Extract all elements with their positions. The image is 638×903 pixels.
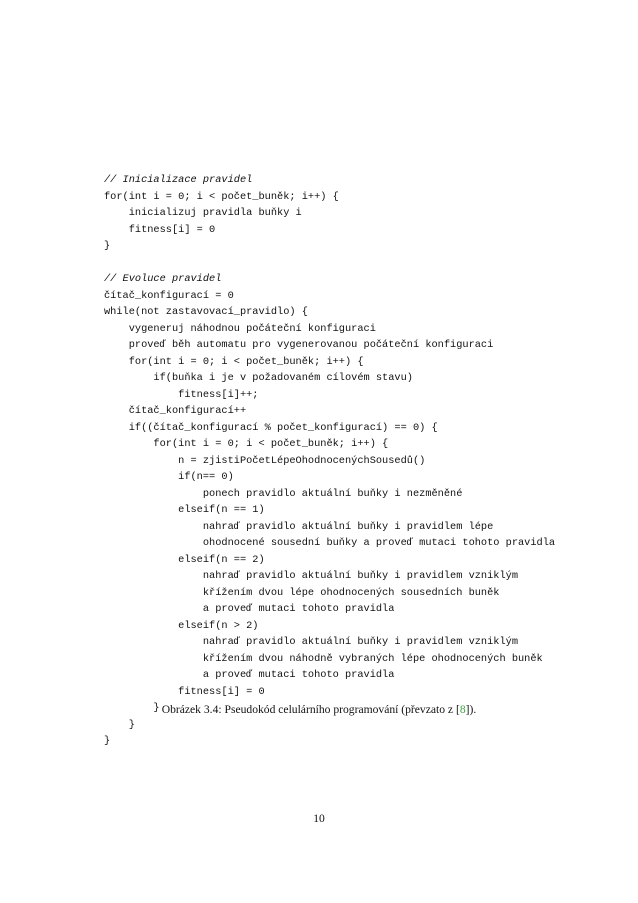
code-line: } [104,240,111,252]
code-comment-line: // Inicializace pravidel [104,174,253,186]
code-line: ohodnocené sousední buňky a proveď mutaci tohoto pravidla [104,537,556,549]
figure-caption [0,703,638,716]
code-line: křížením dvou lépe ohodnocených sousedních buněk [104,586,500,599]
code-line: fitness[i]++; [104,388,259,401]
code-line: čítač_konfigurací = 0 [104,289,234,302]
caption-text-end: ]). [465,703,477,716]
code-line: elseif(n == 1) [104,504,265,516]
code-line: } [104,735,111,747]
code-comment-line: // Evoluce pravidel [104,273,222,285]
code-line: n = zjistiPočetLépeOhodnocenýchSousedů() [104,454,426,467]
code-line: elseif(n == 2) [104,553,265,566]
code-line: for(int i = 0; i < počet_buněk; i++) { [104,190,339,203]
code-line: inicializuj pravidla buňky i [104,207,302,219]
pseudocode-block [104,172,604,750]
code-line: } [104,718,135,731]
page-number: 10 [313,812,325,825]
code-line: if(buňka i je v požadovaném cílovém stavu) [104,372,413,384]
code-line: for(int i = 0; i < počet_buněk; i++) { [104,355,364,368]
code-line: if((čítač_konfigurací % počet_konfigurací) == 0) { [104,421,438,434]
citation-link[interactable]: 8 [459,703,466,716]
code-line: for(int i = 0; i < počet_buněk; i++) { [104,438,389,450]
code-line: nahraď pravidlo aktuální buňky i pravidlem vzniklým [104,636,519,648]
code-line: a proveď mutaci tohoto pravidla [104,603,395,615]
code-line: elseif(n > 2) [104,619,259,632]
code-line: } [104,702,160,714]
code-line: fitness[i] = 0 [104,685,265,698]
code-line: ponech pravidlo aktuální buňky i nezměněné [104,487,463,500]
code-line: a proveď mutaci tohoto pravidla [104,669,395,681]
code-line: křížením dvou náhodně vybraných lépe ohodnocených buněk [104,652,543,665]
code-line: čítač_konfigurací++ [104,405,247,417]
code-line: while(not zastavovací_pravidlo) { [104,306,308,318]
code-line: nahraď pravidlo aktuální buňky i pravidlem lépe [104,520,494,533]
code-line [104,255,604,272]
code-line: if(n== 0) [104,471,234,483]
code-line: vygeneruj náhodnou počáteční konfiguraci [104,322,376,335]
code-line: proveď běh automatu pro vygenerovanou počáteční konfiguraci [104,339,494,351]
code-line: fitness[i] = 0 [104,223,216,236]
code-line: nahraď pravidlo aktuální buňky i pravidlem vzniklým [104,570,519,582]
caption-text: Obrázek 3.4: Pseudokód celulárního programování (převzato z [ [161,703,460,716]
